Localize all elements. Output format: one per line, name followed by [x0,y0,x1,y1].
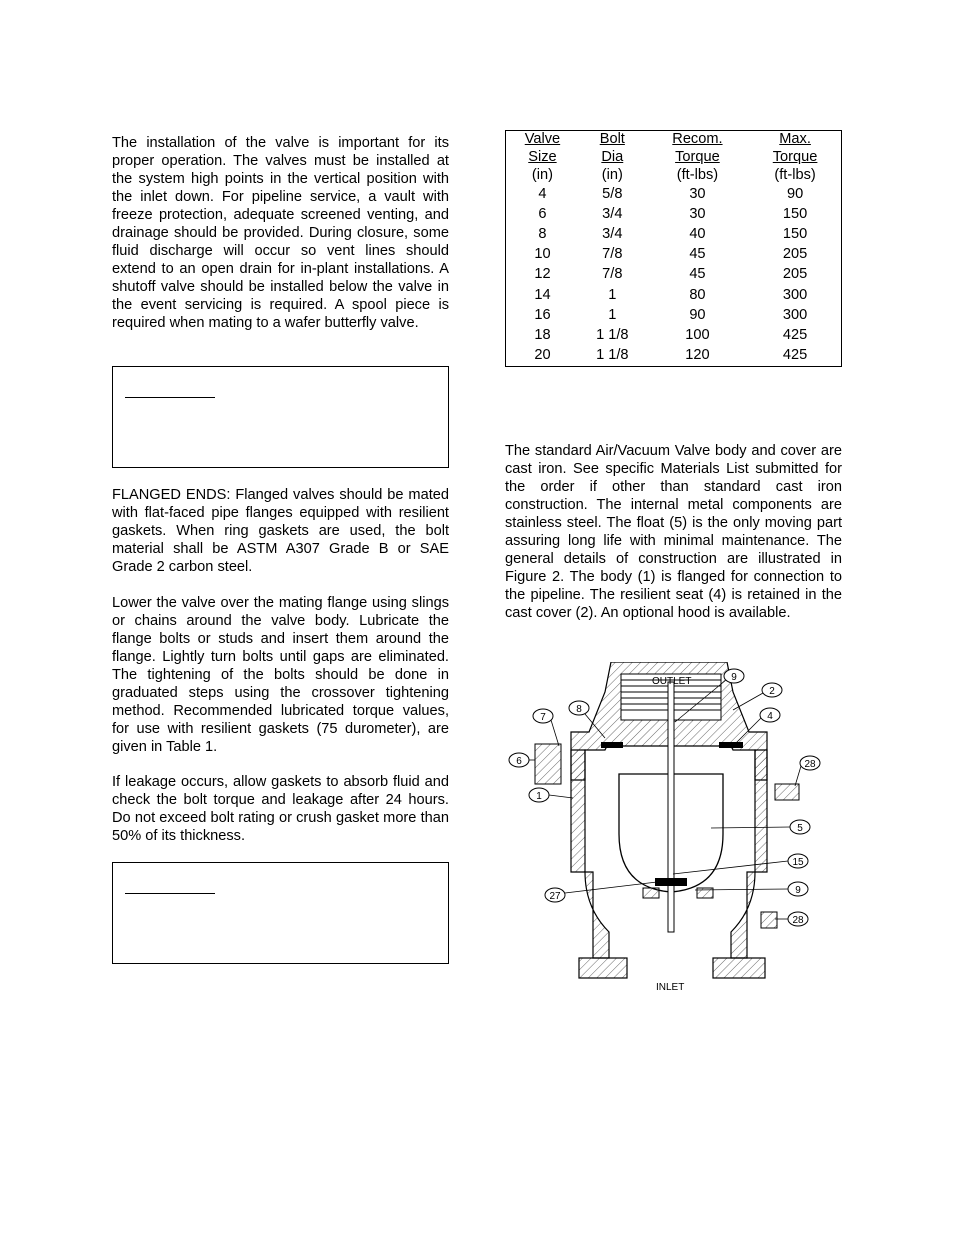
cell-recom: 45 [689,266,706,283]
outlet-label: OUTLET [652,676,692,687]
header-max: Max. [779,131,811,148]
bottom-guide-shape [655,878,687,886]
cell-recom: 90 [689,306,706,323]
cell-size: 16 [534,306,551,323]
cell-bolt: 1 1/8 [596,326,629,343]
cell-max: 425 [782,346,808,363]
pipe-plug-bottom-shape [761,912,777,928]
table-row [506,264,841,284]
cell-max: 205 [782,266,808,283]
seat-right-shape [719,742,743,748]
cell-bolt: 3/4 [602,226,623,243]
cell-bolt: 1 [608,306,617,323]
header-unit: (ft-lbs) [676,166,719,183]
header-unit: (in) [531,166,553,183]
callout-27: 27 [549,891,561,902]
torque-table [505,130,842,367]
cell-recom: 120 [685,346,710,363]
cell-size: 14 [534,286,551,303]
inlet-label: INLET [656,982,685,993]
table-header-row [506,149,841,167]
callout-9-top: 9 [731,672,737,683]
cell-max: 90 [786,186,804,203]
cell-size: 10 [534,246,551,263]
note-box-underline [125,397,215,398]
cell-bolt: 3/4 [602,206,623,223]
callout-4: 4 [767,711,773,722]
header-dia: Dia [601,149,624,166]
header-unit: (ft-lbs) [774,166,816,183]
baffle-left-shape [643,888,659,898]
valve-cross-section-figure [505,662,845,1002]
callout-28-bottom: 28 [792,915,804,926]
table-header-row [506,131,841,149]
note-box-1 [112,366,449,468]
inlet-flange-left-shape [579,958,627,978]
cell-bolt: 1 [608,286,617,303]
cell-size: 12 [534,266,551,283]
table-row [506,345,841,365]
header-torque: Torque [675,149,720,166]
header-unit: (in) [601,166,623,183]
cell-recom: 100 [685,326,710,343]
callout-2: 2 [769,686,775,697]
cell-recom: 30 [689,206,706,223]
seat-left-shape [601,742,623,748]
header-size: Size [528,149,557,166]
cell-recom: 45 [689,246,706,263]
leakage-paragraph: If leakage occurs, allow gaskets to absorb fluid and check the bolt torque and leakage after 24 hours. Do not exceed bolt rating or crush gasket more than 50% of its thickness. [112,774,449,844]
note-box-2 [112,862,449,964]
cover-bolt-shape [535,744,561,784]
callout-8: 8 [576,704,582,715]
cell-size: 4 [538,186,547,203]
body-left-wall-shape [571,750,609,958]
table-row [506,305,841,325]
flanged-ends-paragraph: FLANGED ENDS: Flanged valves should be mated with flat-faced pipe flanges equipped with resilient gaskets. When ring gaskets are used, the bolt material shall be ASTM A307 Grade B or SAE Grade 2 carbon steel. [112,487,449,575]
cell-max: 150 [782,226,808,243]
callout-7: 7 [540,712,546,723]
header-bolt: Bolt [599,131,625,148]
header-valve: Valve [524,131,561,148]
cell-size: 8 [538,226,547,243]
table-header-row [506,166,841,184]
callout-6: 6 [516,756,522,767]
table-row [506,184,841,204]
cell-max: 300 [782,286,808,303]
lowering-valve-paragraph: Lower the valve over the mating flange using slings or chains around the valve body. Lubricate the flange bolts or studs and insert them around the flange. Lightly turn bolts until gaps are eliminated. The tightening of the bolts should be done in graduated steps using the crossover tightening method. Recommended lubricated torque values, for use with resilient gaskets (75 durometer), are given in Table 1. [112,595,449,755]
callout-1: 1 [536,791,542,802]
callout-15: 15 [792,857,804,868]
cell-max: 150 [782,206,808,223]
table-row [506,224,841,244]
table-row [506,244,841,264]
cell-bolt: 1 1/8 [596,346,629,363]
cell-max: 205 [782,246,808,263]
cell-size: 20 [534,346,551,363]
cell-bolt: 7/8 [602,266,623,283]
callout-5: 5 [797,823,803,834]
header-torque: Torque [772,149,818,166]
cell-bolt: 5/8 [602,186,623,203]
callout-28-top: 28 [804,759,816,770]
cell-max: 425 [782,326,808,343]
table-row [506,285,841,305]
cell-size: 6 [538,206,547,223]
cell-recom: 40 [689,226,706,243]
construction-paragraph: The standard Air/Vacuum Valve body and cover are cast iron. See specific Materials List submitted for the order if other than standard cast iron construction. The internal metal components are stainless steel. The float (5) is the only moving part assuring long life with minimal maintenance. The general details of construction are illustrated in Figure 2. The body (1) is flanged for connection to the pipeline. The resilient seat (4) is retained in the cast cover (2). An optional hood is available. [505,443,842,621]
pipe-plug-top-shape [775,784,799,800]
cell-size: 18 [534,326,551,343]
inlet-flange-right-shape [713,958,765,978]
note-box-underline [125,893,215,894]
installation-paragraph: The installation of the valve is important for its proper operation. The valves must be installed at the system high points in the vertical position with the inlet down. For pipeline service, a vault with freeze protection, adequate screened venting, and drainage should be provided. During closure, some fluid discharge will occur so vent lines should extend to an open drain for in-plant installations. A shutoff valve should be installed below the valve in the event servicing is required. A spool piece is required when mating to a wafer butterfly valve. [112,135,449,331]
header-recom: Recom. [672,131,723,148]
cell-recom: 80 [689,286,706,303]
cell-bolt: 7/8 [602,246,623,263]
cell-max: 300 [782,306,808,323]
cell-recom: 30 [689,186,706,203]
float-stem-shape [668,682,674,932]
table-row [506,325,841,345]
callout-9-bottom: 9 [795,885,801,896]
table-row [506,204,841,224]
